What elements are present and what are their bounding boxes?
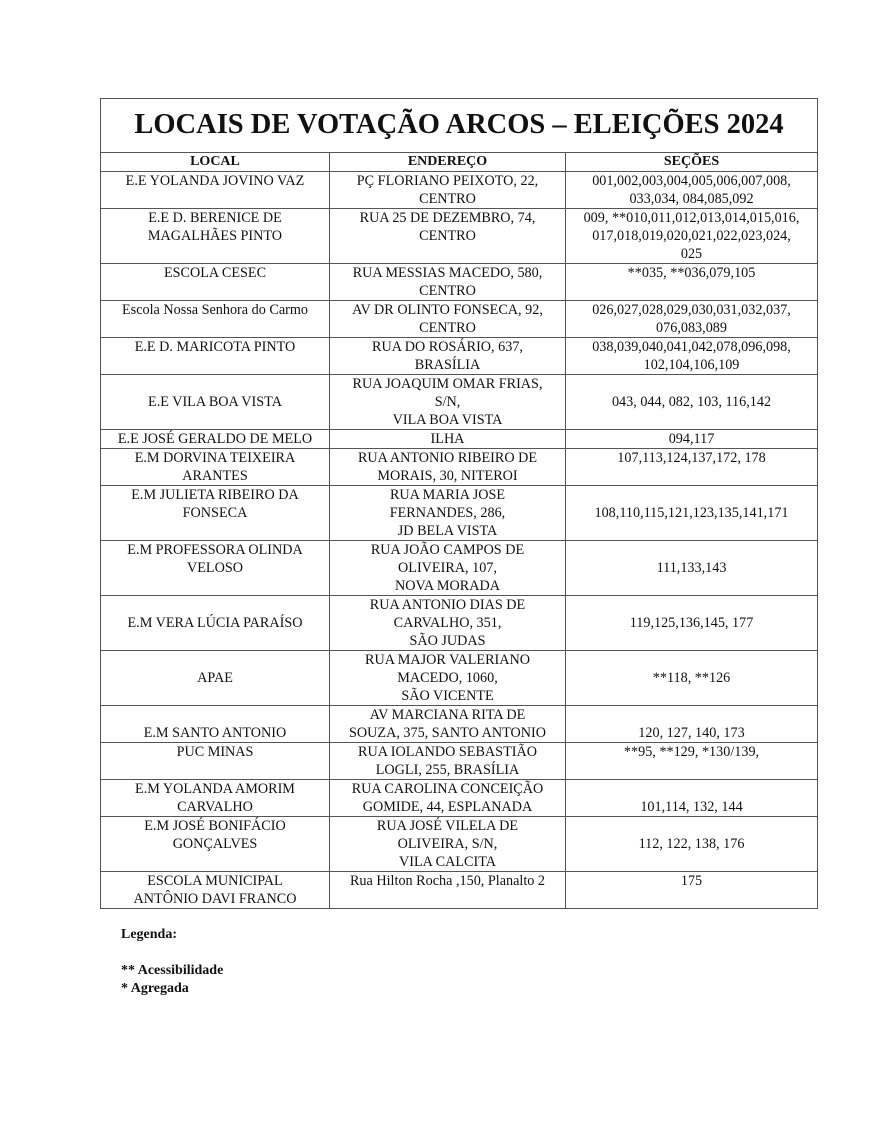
cell-line: 175 [680,873,703,889]
cell-endereco [330,541,566,596]
cell-line: 101,114, 132, 144 [640,799,743,815]
cell-line: E.M YOLANDA AMORIM [135,781,295,797]
table-header [101,153,818,172]
cell-line: RUA ANTONIO DIAS DE [369,597,526,613]
cell-line: RUA JOÃO CAMPOS DE [370,542,525,558]
cell-line: ARANTES [182,468,248,484]
cell-line: RUA MESSIAS MACEDO, 580, [352,265,543,281]
cell-endereco [330,596,566,651]
cell-line: Rua Hilton Rocha ,150, Planalto 2 [349,873,546,889]
cell-secoes [566,264,818,301]
cell-endereco [330,338,566,375]
cell-line: 026,027,028,029,030,031,032,037, [592,302,791,318]
cell-line: E.M VERA LÚCIA PARAÍSO [127,615,303,631]
cell-line: SÃO VICENTE [401,688,494,704]
table-row [101,743,818,780]
cell-line: 033,034, 084,085,092 [629,191,754,207]
cell-endereco [330,706,566,743]
cell-line: BRASÍLIA [414,357,481,373]
cell-line: 009, **010,011,012,013,014,015,016, [583,210,800,226]
table-row [101,209,818,264]
cell-line: E.E JOSÉ GERALDO DE MELO [117,431,313,447]
cell-secoes [566,743,818,780]
cell-line: GONÇALVES [172,836,258,852]
cell-line: ESCOLA CESEC [163,265,267,281]
cell-local [101,817,330,872]
cell-line: CARVALHO [177,799,253,815]
cell-local [101,651,330,706]
cell-local [101,209,330,264]
cell-line: 038,039,040,041,042,078,096,098, [592,339,791,355]
cell-line: MORAIS, 30, NITEROI [377,468,518,484]
column-header-endereco: ENDEREÇO [330,153,566,172]
cell-line: RUA JOSÉ VILELA DE [376,818,519,834]
cell-line: AV DR OLINTO FONSECA, 92, [352,302,543,318]
cell-line: RUA CAROLINA CONCEIÇÃO [351,781,544,797]
cell-line: 108,110,115,121,123,135,141,171 [594,505,789,521]
legend-heading: Legenda: [121,927,177,942]
cell-line: RUA JOAQUIM OMAR FRIAS, [352,376,543,392]
cell-line: CENTRO [419,228,476,244]
cell-line: LOGLI, 255, BRASÍLIA [375,762,520,778]
cell-local [101,706,330,743]
cell-line: 094,117 [668,431,715,447]
table-row [101,375,818,430]
cell-line: ILHA [430,431,465,447]
table-row [101,172,818,209]
cell-line: CENTRO [419,283,476,299]
cell-line: ESCOLA MUNICIPAL [147,873,283,889]
cell-line: RUA DO ROSÁRIO, 637, [372,339,523,355]
cell-line: PUC MINAS [176,744,254,760]
cell-endereco [330,449,566,486]
cell-secoes [566,172,818,209]
cell-line: PÇ FLORIANO PEIXOTO, 22, [356,173,539,189]
cell-secoes [566,430,818,449]
cell-secoes [566,780,818,817]
cell-line: S/N, [434,394,461,410]
table-row [101,486,818,541]
cell-local [101,449,330,486]
cell-endereco [330,780,566,817]
cell-line: CARVALHO, 351, [393,615,502,631]
cell-secoes [566,301,818,338]
cell-line: OLIVEIRA, S/N, [397,836,498,852]
legend [121,926,223,998]
cell-local [101,301,330,338]
cell-line: E.M SANTO ANTONIO [143,725,287,741]
cell-line: 111,133,143 [656,560,727,576]
cell-line: RUA MAJOR VALERIANO [364,652,531,668]
cell-secoes [566,486,818,541]
cell-endereco [330,486,566,541]
cell-endereco [330,743,566,780]
cell-line: RUA 25 DE DEZEMBRO, 74, [359,210,536,226]
table-row [101,651,818,706]
table-row [101,780,818,817]
cell-endereco [330,817,566,872]
cell-secoes [566,338,818,375]
column-header-local: LOCAL [101,153,330,172]
cell-local [101,172,330,209]
table-row [101,596,818,651]
cell-secoes [566,596,818,651]
cell-line: **118, **126 [652,670,731,686]
table-row [101,541,818,596]
cell-line: RUA IOLANDO SEBASTIÃO [358,744,537,760]
cell-local [101,375,330,430]
cell-line: E.E VILA BOA VISTA [148,394,282,410]
cell-line: APAE [197,670,233,686]
cell-line: ANTÔNIO DAVI FRANCO [133,891,297,907]
table-row [101,338,818,375]
table-row [101,449,818,486]
cell-line: E.E YOLANDA JOVINO VAZ [125,173,305,189]
cell-secoes [566,541,818,596]
cell-line: FERNANDES, 286, [389,505,506,521]
cell-line: NOVA MORADA [395,578,500,594]
table-row [101,301,818,338]
cell-endereco [330,872,566,909]
cell-line: JD BELA VISTA [397,523,498,539]
column-header-secoes: SEÇÕES [566,153,818,172]
cell-line: 017,018,019,020,021,022,023,024, [592,228,791,244]
legend-item-aggregated: * Agregada [121,981,189,996]
table-row [101,817,818,872]
cell-line: E.E D. BERENICE DE [148,210,282,226]
cell-local [101,743,330,780]
table-row [101,872,818,909]
cell-line: Escola Nossa Senhora do Carmo [122,302,308,318]
cell-local [101,780,330,817]
cell-local [101,596,330,651]
cell-endereco [330,375,566,430]
cell-line: GOMIDE, 44, ESPLANADA [362,799,533,815]
cell-line: OLIVEIRA, 107, [398,560,497,576]
cell-endereco [330,172,566,209]
cell-line: E.E D. MARICOTA PINTO [134,339,296,355]
cell-line: 025 [680,246,703,262]
cell-secoes [566,706,818,743]
cell-local [101,338,330,375]
cell-line: 107,113,124,137,172, 178 [617,450,766,466]
cell-line: VILA CALCITA [399,854,496,870]
table-row [101,706,818,743]
cell-endereco [330,430,566,449]
cell-line: 102,104,106,109 [643,357,740,373]
cell-local [101,430,330,449]
cell-line: CENTRO [419,191,476,207]
cell-line: 119,125,136,145, 177 [629,615,754,631]
cell-secoes [566,651,818,706]
cell-line: VILA BOA VISTA [392,412,503,428]
cell-line: MAGALHÃES PINTO [147,228,283,244]
cell-endereco [330,301,566,338]
cell-secoes [566,872,818,909]
document [100,98,817,909]
cell-local [101,486,330,541]
cell-line: SÃO JUDAS [409,633,486,649]
cell-endereco [330,209,566,264]
cell-secoes [566,817,818,872]
cell-line: **035, **036,079,105 [627,265,756,281]
cell-line: E.M PROFESSORA OLINDA [127,542,303,558]
cell-line: MACEDO, 1060, [397,670,498,686]
cell-line: **95, **129, *130/139, [623,744,760,760]
cell-line: RUA MARIA JOSE [389,487,506,503]
cell-line: 120, 127, 140, 173 [638,725,745,741]
cell-line: FONSECA [182,505,248,521]
cell-line: E.M JULIETA RIBEIRO DA [131,487,299,503]
cell-local [101,264,330,301]
legend-item-accessibility: ** Acessibilidade [121,963,224,978]
table-row [101,430,818,449]
cell-line: 001,002,003,004,005,006,007,008, [592,173,791,189]
cell-line: 043, 044, 082, 103, 116,142 [611,394,772,410]
cell-line: 112, 122, 138, 176 [638,836,745,852]
cell-line: AV MARCIANA RITA DE [369,707,526,723]
cell-line: VELOSO [187,560,243,576]
cell-secoes [566,375,818,430]
cell-line: E.M JOSÉ BONIFÁCIO [144,818,286,834]
cell-line: E.M DORVINA TEIXEIRA [134,450,296,466]
table-row [101,264,818,301]
cell-local [101,541,330,596]
voting-locations-table [100,98,818,909]
cell-endereco [330,264,566,301]
cell-line: CENTRO [419,320,476,336]
cell-endereco [330,651,566,706]
cell-line: 076,083,089 [656,320,727,336]
cell-local [101,872,330,909]
cell-line: RUA ANTONIO RIBEIRO DE [357,450,538,466]
page-title: LOCAIS DE VOTAÇÃO ARCOS – ELEIÇÕES 2024 [101,99,818,153]
cell-secoes [566,209,818,264]
cell-secoes [566,449,818,486]
cell-line: SOUZA, 375, SANTO ANTONIO [349,725,546,741]
